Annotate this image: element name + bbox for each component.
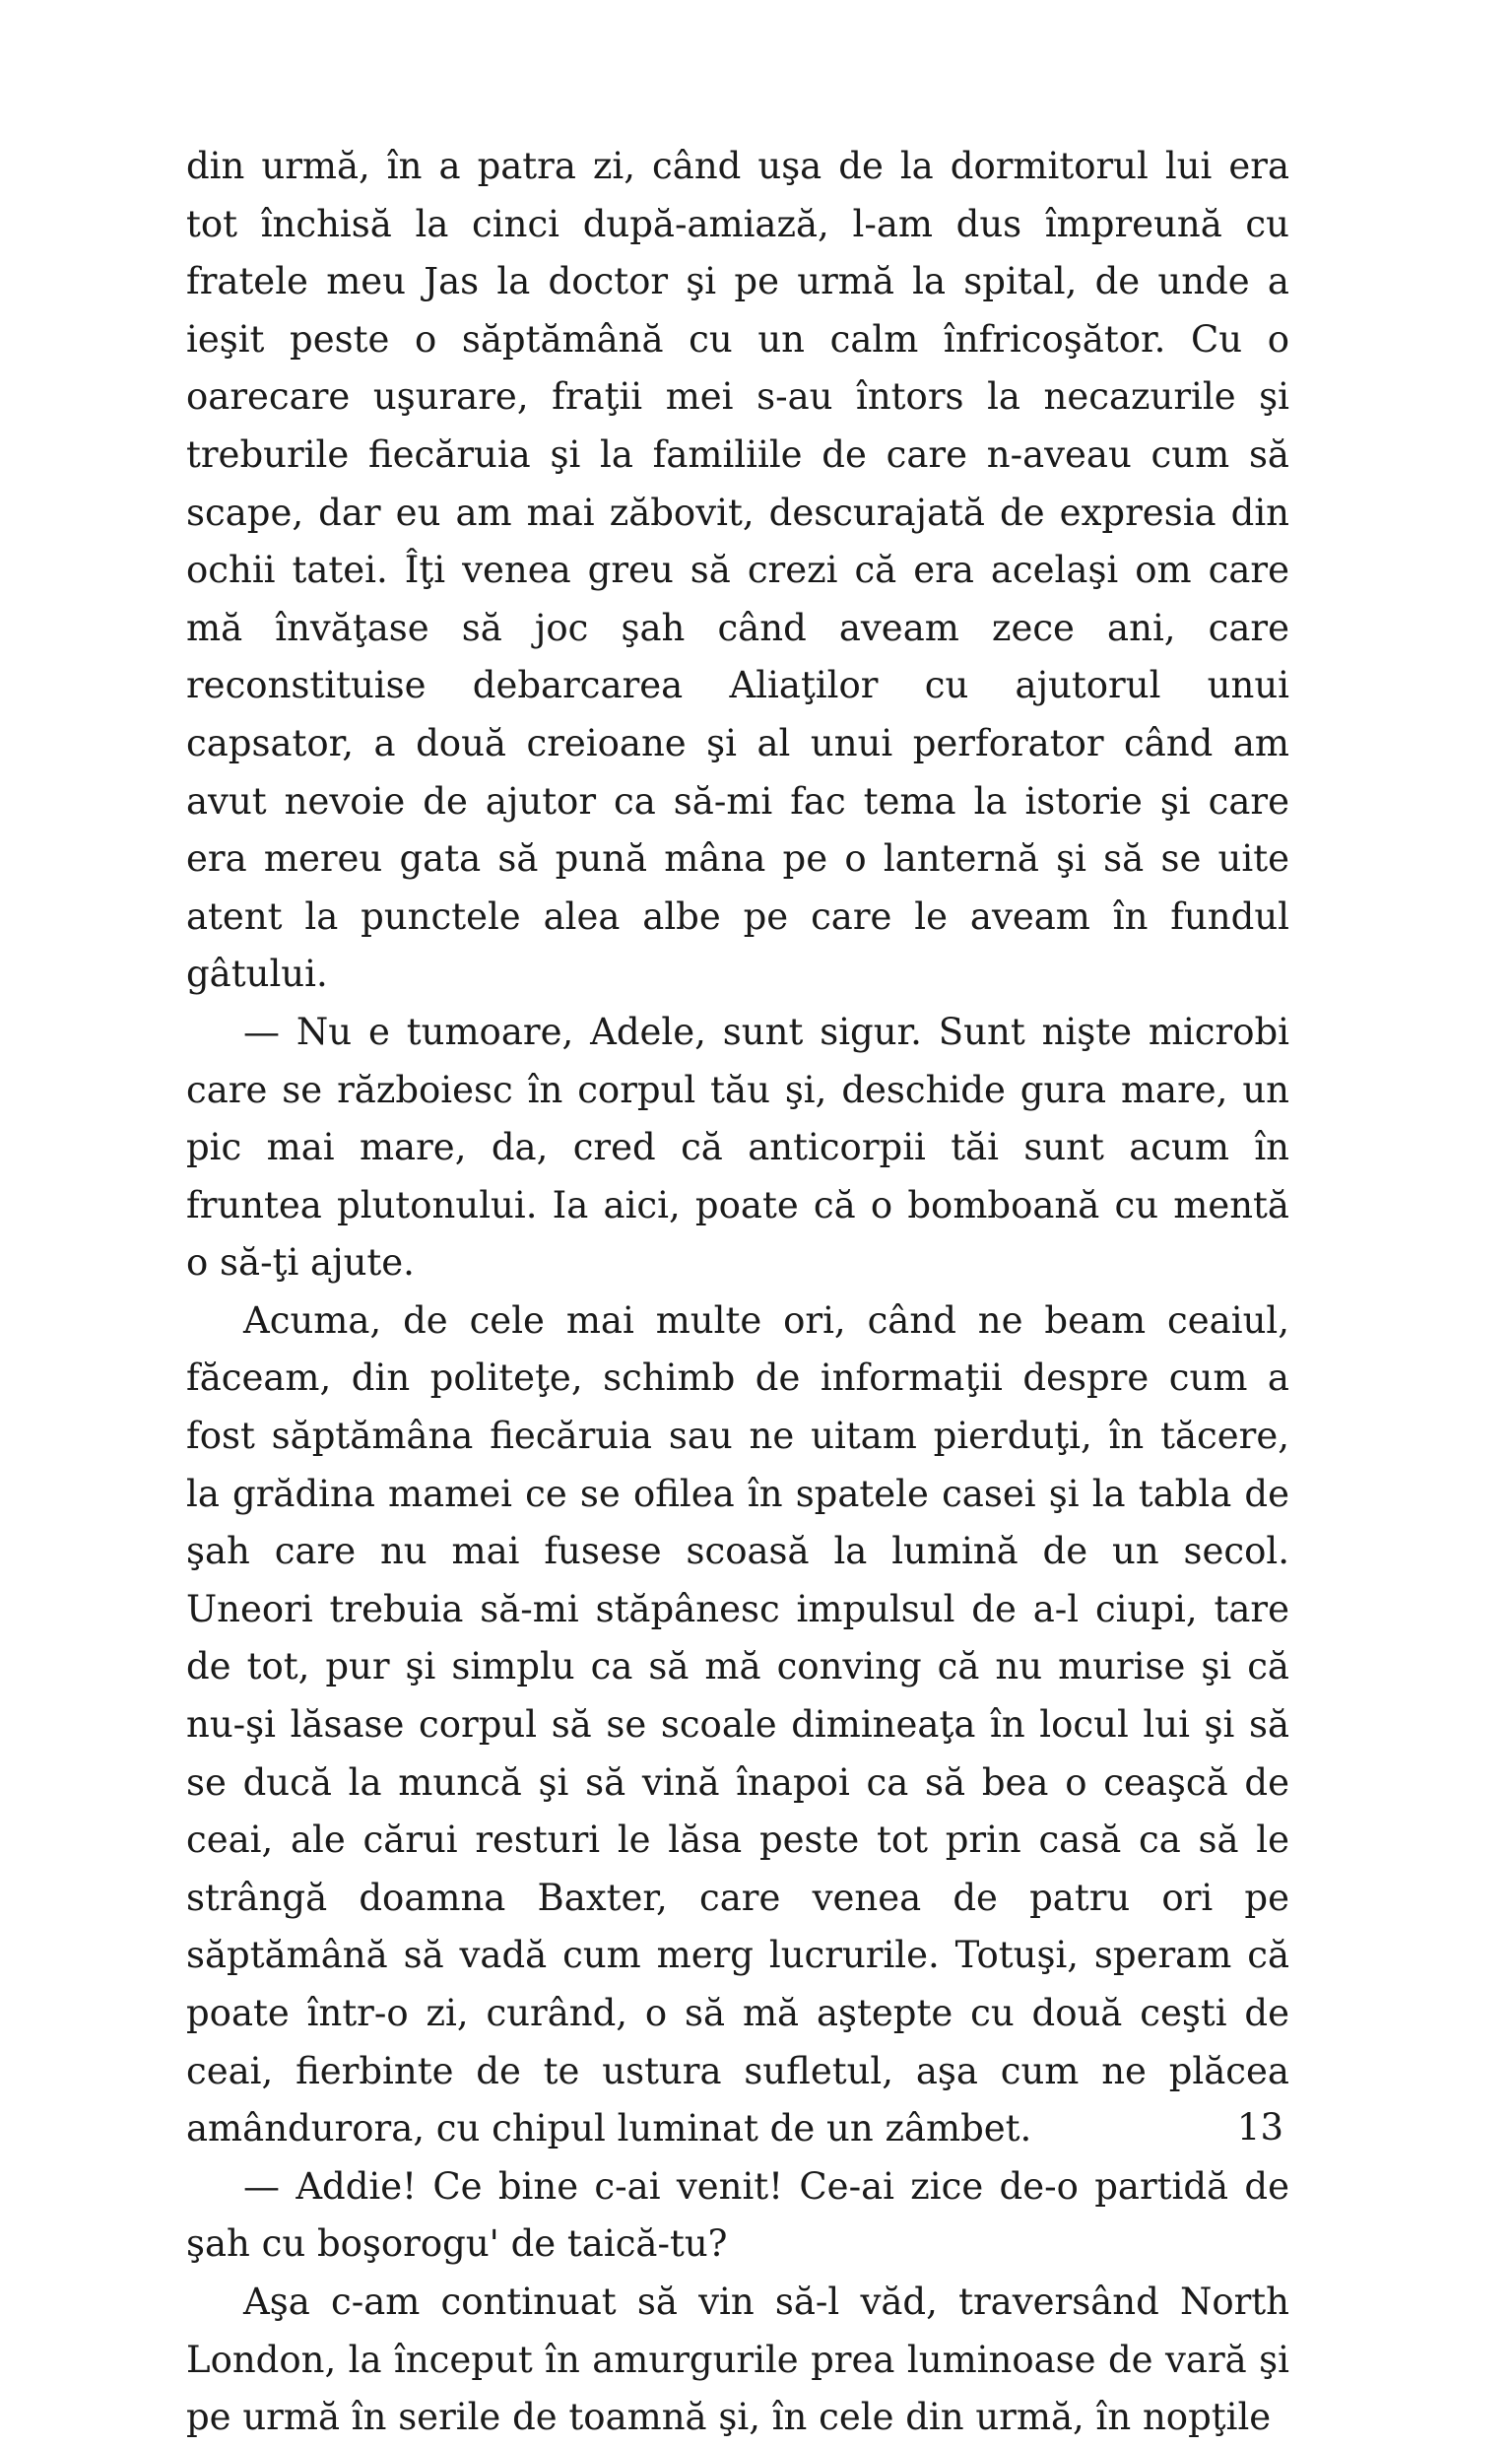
paragraph-north-london: Aşa c-am continuat să vin să-l văd, traversând North London, la început în amurgurile prea luminoase de vară şi pe urmă în serile de toamnă şi, în cele din urmă, în nopţile: [186, 2280, 1289, 2439]
paragraph-continuation: din urmă, în a patra zi, când uşa de la dormitorul lui era tot închisă la cinci după-amiază, l-am dus împreună cu fratele meu Jas la doctor şi pe urmă la spital, de unde a ieşit peste o săptămână cu un calm înfricoşător. Cu o oarecare uşurare, fraţii mei s-au întors la necazurile şi treburile fiecăruia şi la familiile de care n-aveau cum să scape, dar eu am mai zăbovit, descurajată de expresia din ochii tatei. Îţi venea greu să crezi că era acelaşi om care mă învăţase să joc şah când aveam zece ani, care reconstituise debarcarea Aliaţilor cu ajutorul unui capsator, a două creioane şi al unui perforator când am avut nevoie de ajutor ca să-mi fac tema la istorie şi care era mereu gata să pună mâna pe o lanternă şi să se uite atent la punctele alea albe pe care le aveam în fundul gâtului.: [186, 145, 1289, 996]
paragraph-dialogue-addie: — Addie! Ce bine c-ai venit! Ce-ai zice de-o partidă de şah cu boşorogu' de taică-tu?: [186, 2164, 1289, 2266]
paragraph-tea-routine: Acuma, de cele mai multe ori, când ne beam ceaiul, făceam, din politeţe, schimb de informaţii despre cum a fost săptămâna fiecăruia sau ne uitam pierduţi, în tăcere, la grădina mamei ce se ofilea în spatele casei şi la tabla de şah care nu mai fusese scoasă la lumină de un secol. Uneori trebuia să-mi stăpânesc impulsul de a-l ciupi, tare de tot, pur şi simplu ca să mă conving că nu murise şi că nu-şi lăsase corpul să se scoale dimineaţa în locul lui şi să se ducă la muncă şi să vină înapoi ca să bea o ceaşcă de ceai, ale cărui resturi le lăsa peste tot prin casă ca să le strângă doamna Baxter, care venea de patru ori pe săptămână să vadă cum merg lucrurile. Totuşi, speram că poate într-o zi, curând, o să mă aştepte cu două ceşti de ceai, fierbinte de te ustura sufletul, aşa cum ne plăcea amândurora, cu chipul luminat de un zâmbet.: [186, 1298, 1289, 2150]
page-number: 13: [1236, 2106, 1283, 2149]
body-text: [186, 138, 1289, 2447]
paragraph-dialogue-tumor: — Nu e tumoare, Adele, sunt sigur. Sunt nişte microbi care se războiesc în corpul tău şi, deschide gura mare, un pic mai mare, da, cred că anticorpii tăi sunt acum în fruntea plutonului. Ia aici, poate că o bomboană cu mentă o să-ţi ajute.: [186, 1010, 1289, 1285]
